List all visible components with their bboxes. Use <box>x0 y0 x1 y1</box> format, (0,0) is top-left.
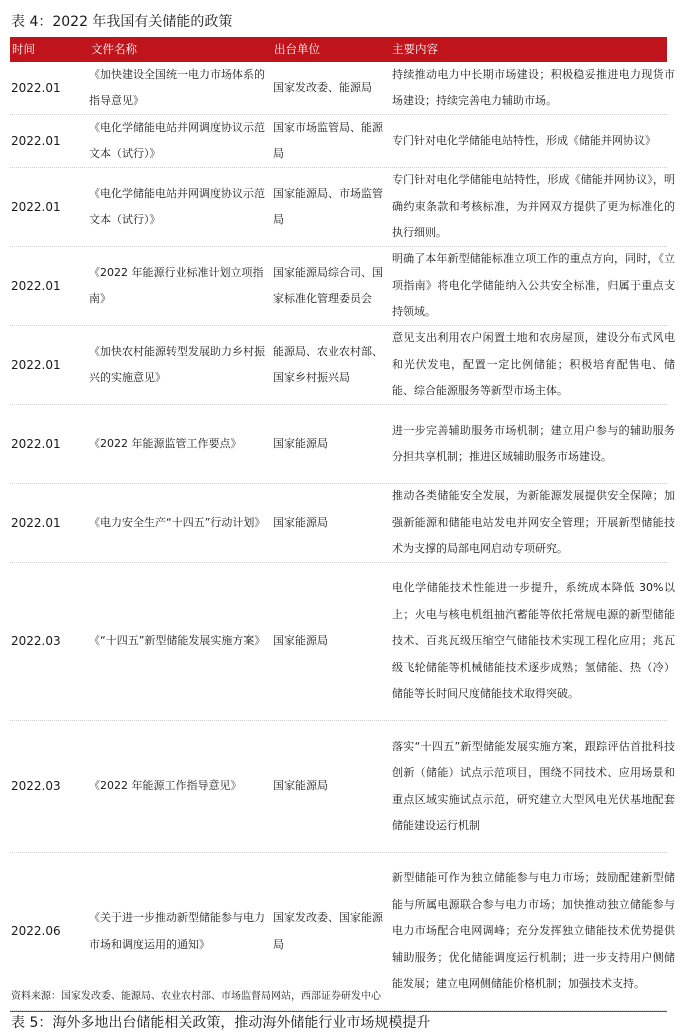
table-row <box>10 247 675 326</box>
row-date-cell <box>10 853 88 1010</box>
row-document-cell <box>88 853 272 1010</box>
table-row <box>10 326 675 405</box>
row-content: 推动各类储能安全发展，为新能源发展提供安全保障；加强新能源和储能电站发电并网安全管理；开展新型储能技术为支撑的局部电网启动专项研究。 <box>392 489 675 556</box>
row-document: 《电力安全生产“十四五”行动计划》 <box>89 515 266 529</box>
row-document: 《电化学储能电站并网调度协议示范文本（试行）》 <box>89 120 265 160</box>
row-department: 国家能源局 <box>273 779 328 793</box>
header-document: 文件名称 <box>91 42 137 56</box>
source-note: 资料来源：国家发改委、能源局、农业农村部、市场监督局网站，西部证券研发中心 <box>11 991 381 1002</box>
table-bottom-rule <box>10 1011 667 1012</box>
row-content-cell <box>391 721 675 852</box>
row-content: 进一步完善辅助服务市场机制；建立用户参与的辅助服务分担共享机制；推进区域辅助服务市场建设。 <box>392 423 675 463</box>
row-content-cell <box>391 853 675 1010</box>
row-date: 2022.03 <box>11 779 61 794</box>
table-title: 表 4：2022 年我国有关储能的政策 <box>11 14 233 30</box>
row-date: 2022.01 <box>11 515 61 530</box>
header-date: 时间 <box>12 42 35 56</box>
row-date-cell <box>10 62 88 114</box>
row-department-cell <box>272 168 391 246</box>
table-row <box>10 405 675 484</box>
row-department-cell <box>272 484 391 562</box>
row-content: 意见支出利用农户闲置土地和农房屋顶，建设分布式风电和光伏发电，配置一定比例储能；积极培育配售电、储能、综合能源服务等新型市场主体。 <box>392 331 675 398</box>
row-date: 2022.01 <box>11 80 61 95</box>
row-department: 能源局、农业农村部、国家乡村振兴局 <box>273 344 383 384</box>
row-document: 《2022 年能源工作指导意见》 <box>89 779 242 793</box>
row-date-cell <box>10 405 88 483</box>
row-document-cell <box>88 563 272 720</box>
row-department-cell <box>272 853 391 1010</box>
row-content: 专门针对电化学储能电站特性，形成《储能并网协议》 <box>392 133 656 147</box>
row-date: 2022.01 <box>11 278 61 293</box>
row-content-cell <box>391 326 675 404</box>
row-content: 专门针对电化学储能电站特性，形成《储能并网协议》，明确约束条款和考核标准，为并网双方提供了更为标准化的执行细则。 <box>392 173 675 240</box>
row-date-cell <box>10 326 88 404</box>
row-department-cell <box>272 721 391 852</box>
row-document-cell <box>88 62 272 114</box>
row-document-cell <box>88 721 272 852</box>
table-row <box>10 168 675 247</box>
row-department: 国家能源局综合司、国家标准化管理委员会 <box>273 265 383 305</box>
row-department: 国家能源局、市场监管局 <box>273 186 383 226</box>
table-header <box>10 37 667 62</box>
row-content-cell <box>391 484 675 562</box>
table-body <box>10 62 675 1011</box>
row-document: 《关于进一步推动新型储能参与电力市场和调度运用的通知》 <box>89 911 265 951</box>
row-document-cell <box>88 115 272 167</box>
row-date: 2022.01 <box>11 133 61 148</box>
row-content: 新型储能可作为独立储能参与电力市场；鼓励配建新型储能与所属电源联合参与电力市场；加快推动独立储能参与电力市场配合电网调峰；充分发挥独立储能技术优势提供辅助服务；优化储能调度运行机制；进一步支持用户侧储能发展；建立电网侧储能价格机制；加强技术支持。 <box>392 871 675 991</box>
row-department-cell <box>272 247 391 325</box>
row-document: 《加快建设全国统一电力市场体系的指导意见》 <box>89 67 265 107</box>
row-content: 明确了本年新型储能标准立项工作的重点方向，同时，《立项指南》将电化学储能纳入公共安全标准，归属于重点支持领域。 <box>392 252 675 319</box>
row-date: 2022.01 <box>11 436 61 451</box>
table-row <box>10 62 675 115</box>
row-document-cell <box>88 484 272 562</box>
row-department-cell <box>272 563 391 720</box>
row-department: 国家能源局 <box>273 634 328 648</box>
row-date: 2022.06 <box>11 924 61 939</box>
row-department: 国家发改委、能源局 <box>273 80 372 94</box>
row-date-cell <box>10 563 88 720</box>
row-date-cell <box>10 115 88 167</box>
row-date-cell <box>10 721 88 852</box>
row-document: 《电化学储能电站并网调度协议示范文本（试行）》 <box>89 186 265 226</box>
row-date: 2022.01 <box>11 199 61 214</box>
policy-table <box>10 37 675 1012</box>
row-department-cell <box>272 326 391 404</box>
row-department: 国家市场监管局、能源局 <box>273 120 383 160</box>
row-content-cell <box>391 115 675 167</box>
row-department: 国家发改委、国家能源局 <box>273 911 383 951</box>
row-content-cell <box>391 405 675 483</box>
row-department-cell <box>272 115 391 167</box>
row-document-cell <box>88 168 272 246</box>
row-content: 落实“十四五”新型储能发展实施方案，跟踪评估首批科技创新（储能）试点示范项目，围绕不同技术、应用场景和重点区域实施试点示范，研究建立大型风电光伏基地配套储能建设运行机制 <box>392 739 675 832</box>
row-content-cell <box>391 168 675 246</box>
row-department-cell <box>272 405 391 483</box>
row-content-cell <box>391 62 675 114</box>
row-date-cell <box>10 168 88 246</box>
header-department: 出台单位 <box>274 42 320 56</box>
table-row <box>10 484 675 563</box>
row-document-cell <box>88 326 272 404</box>
row-date: 2022.03 <box>11 634 61 649</box>
row-document: 《“十四五”新型储能发展实施方案》 <box>89 634 266 648</box>
row-content-cell <box>391 247 675 325</box>
row-date-cell <box>10 484 88 562</box>
row-department: 国家能源局 <box>273 515 328 529</box>
row-department-cell <box>272 62 391 114</box>
row-content: 电化学储能技术性能进一步提升，系统成本降低 30%以上；火电与核电机组抽汽蓄能等依托常规电源的新型储能技术、百兆瓦级压缩空气储能技术实现工程化应用；兆瓦级飞轮储能等机械储能技术逐步成熟；氢储能、热（冷）储能等长时间尺度储能技术取得突破。 <box>392 581 675 701</box>
table-row <box>10 115 667 168</box>
row-document: 《2022 年能源行业标准计划立项指南》 <box>89 265 264 305</box>
row-document: 《加快农村能源转型发展助力乡村振兴的实施意见》 <box>89 344 265 384</box>
row-document-cell <box>88 247 272 325</box>
row-department: 国家能源局 <box>273 436 328 450</box>
table-row <box>10 721 675 853</box>
row-date-cell <box>10 247 88 325</box>
row-date: 2022.01 <box>11 357 61 372</box>
row-document-cell <box>88 405 272 483</box>
table-row <box>10 853 675 1011</box>
row-content: 持续推动电力中长期市场建设；积极稳妥推进电力现货市场建设；持续完善电力辅助市场。 <box>392 67 675 107</box>
table-row <box>10 563 675 721</box>
header-content: 主要内容 <box>392 42 438 56</box>
row-document: 《2022 年能源监管工作要点》 <box>89 436 242 450</box>
next-table-title: 表 5：海外多地出台储能相关政策，推动海外储能行业市场规模提升 <box>11 1015 431 1031</box>
row-content-cell <box>391 563 675 720</box>
